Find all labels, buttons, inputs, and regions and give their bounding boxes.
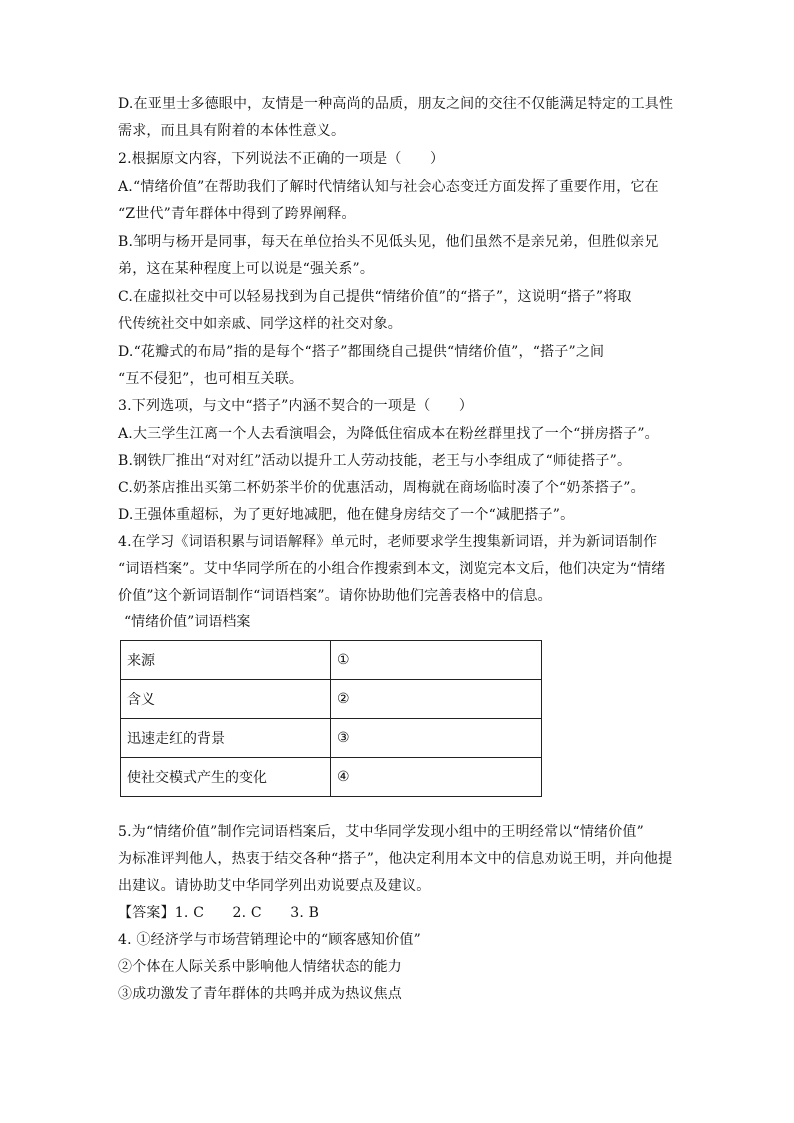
text-line: “互不侵犯”，也可相互关联。	[118, 371, 304, 387]
text-line: 价值”这个新词语制作“词语档案”。请你协助他们完善表格中的信息。	[118, 588, 552, 604]
table-row	[121, 719, 542, 758]
question-3-stem: 3.下列选项，与文中“搭子”内涵不契合的一项是（ ）	[118, 398, 474, 414]
table-cell-label: 含义	[121, 680, 331, 719]
text-line: D.“花瓣式的布局”指的是每个“搭子”都围绕自己提供“情绪价值”，“搭子”之间	[118, 344, 605, 360]
question-4-stem: 4.在学习《词语积累与词语解释》单元时，老师要求学生搜集新词语，并为新词语制作	[118, 534, 658, 550]
text-line: 为标准评判他人，热衷于结交各种“搭子”，他决定利用本文中的信息劝说王明，并向他提	[118, 851, 673, 867]
text-line: 代传统社交中如亲戚、同学这样的社交对象。	[118, 316, 402, 332]
table-cell-value: ①	[331, 641, 542, 680]
table-cell-value: ③	[331, 719, 542, 758]
answer-line: ②个体在人际关系中影响他人情绪状态的能力	[118, 959, 402, 975]
question-2-stem: 2.根据原文内容，下列说法不正确的一项是（ ）	[118, 151, 445, 167]
text-line: 出建议。请协助艾中华同学列出劝说要点及建议。	[118, 878, 431, 894]
question-5-stem: 5.为“情绪价值”制作完词语档案后，艾中华同学发现小组中的王明经常以“情绪价值”	[118, 824, 644, 840]
text-line: D.王强体重超标，为了更好地减肥，他在健身房结交了一个“减肥搭子”。	[118, 507, 575, 523]
text-line: C.在虚拟社交中可以轻易找到为自己提供“情绪价值”的“搭子”，这说明“搭子”将取	[118, 289, 632, 305]
table-cell-label: 来源	[121, 641, 331, 680]
table-cell-label: 迅速走红的背景	[121, 719, 331, 758]
table-cell-value: ②	[331, 680, 542, 719]
table-caption: “情绪价值”词语档案	[124, 614, 251, 630]
answer-line: ③成功激发了青年群体的共鸣并成为热议焦点	[118, 986, 402, 1002]
table-row	[121, 641, 542, 680]
text-line: A.“情绪价值”在帮助我们了解时代情绪认知与社会心态变迁方面发挥了重要作用，它在	[118, 179, 659, 195]
text-line: B.钢铁厂推出“对对红”活动以提升工人劳动技能，老王与小李组成了“师徒搭子”。	[118, 453, 632, 469]
answer-key: 【答案】1. C 2. C 3. B	[118, 905, 320, 921]
vocabulary-table	[120, 640, 542, 797]
table-cell-label: 使社交模式产生的变化	[121, 758, 331, 797]
table-row	[121, 758, 542, 797]
text-line: C.奶茶店推出买第二杯奶茶半价的优惠活动，周梅就在商场临时凑了个“奶茶搭子”。	[118, 480, 645, 496]
text-line: 需求，而且具有附着的本体性意义。	[118, 123, 346, 139]
text-line: 弟，这在某种程度上可以说是“强关系”。	[118, 261, 375, 277]
text-line: B.邹明与杨开是同事，每天在单位抬头不见低头见，他们虽然不是亲兄弟，但胜似亲兄	[118, 234, 659, 250]
table-row	[121, 680, 542, 719]
answer-line: 4. ①经济学与市场营销理论中的“顾客感知价值”	[118, 932, 421, 948]
text-line: “词语档案”。艾中华同学所在的小组合作搜索到本文，浏览完本文后，他们决定为“情绪	[118, 561, 666, 577]
text-line: A.大三学生江离一个人去看演唱会，为降低住宿成本在粉丝群里找了一个“拼房搭子”。	[118, 426, 659, 442]
text-line: D.在亚里士多德眼中，友情是一种高尚的品质，朋友之间的交往不仅能满足特定的工具性	[118, 96, 674, 112]
text-line: “Z世代”青年群体中得到了跨界阐释。	[118, 206, 356, 222]
table-cell-value: ④	[331, 758, 542, 797]
